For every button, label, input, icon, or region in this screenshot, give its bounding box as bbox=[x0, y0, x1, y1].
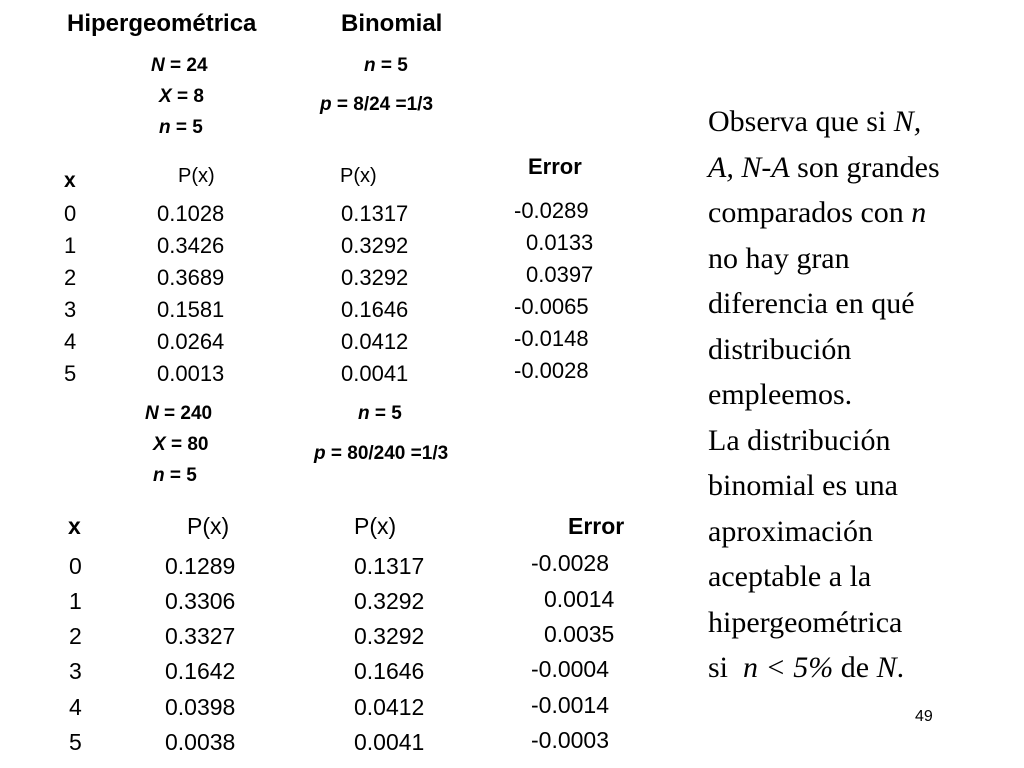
cell-error: 0.0035 bbox=[544, 621, 615, 647]
cell-x: 4 bbox=[69, 694, 82, 720]
cell-x: 3 bbox=[64, 297, 77, 322]
cell-error: -0.0065 bbox=[514, 294, 589, 319]
cell-p-binom: 0.0041 bbox=[341, 361, 409, 386]
header-hypergeometric: Hipergeométrica bbox=[67, 10, 257, 37]
header-binomial: Binomial bbox=[341, 10, 443, 37]
cell-error: -0.0014 bbox=[531, 692, 610, 718]
cell-error: -0.0028 bbox=[514, 358, 589, 383]
note-line: Observa que si N, bbox=[708, 105, 922, 138]
cell-p-hyper: 0.0038 bbox=[165, 729, 236, 755]
param-N: N = 240 bbox=[145, 403, 213, 424]
col-header-error: Error bbox=[568, 513, 625, 539]
cell-error: -0.0003 bbox=[531, 727, 610, 753]
cell-p-binom: 0.1317 bbox=[354, 553, 425, 579]
note-line: distribución bbox=[708, 332, 852, 366]
col-header-p-binom: P(x) bbox=[340, 165, 377, 187]
cell-p-hyper: 0.3327 bbox=[165, 623, 236, 649]
cell-error: -0.0148 bbox=[514, 326, 589, 351]
note-line: A, N-A son grandes bbox=[708, 150, 940, 184]
note-line: empleemos. bbox=[708, 378, 853, 411]
cell-p-hyper: 0.0264 bbox=[157, 329, 225, 354]
param-n: n = 5 bbox=[364, 55, 408, 76]
cell-p-hyper: 0.1028 bbox=[157, 201, 225, 226]
cell-error: -0.0289 bbox=[514, 198, 589, 223]
param-n: n = 5 bbox=[153, 465, 197, 486]
cell-x: 0 bbox=[64, 201, 77, 226]
cell-x: 3 bbox=[69, 658, 82, 684]
note-line: La distribución bbox=[708, 423, 891, 457]
cell-error: -0.0004 bbox=[531, 656, 610, 682]
cell-p-hyper: 0.3426 bbox=[157, 233, 225, 258]
note-line: comparados con n bbox=[708, 196, 927, 229]
cell-x: 5 bbox=[64, 361, 77, 386]
param-n: n = 5 bbox=[159, 117, 203, 138]
cell-p-hyper: 0.0398 bbox=[165, 694, 236, 720]
cell-p-hyper: 0.0013 bbox=[157, 361, 225, 386]
cell-p-binom: 0.1317 bbox=[341, 201, 409, 226]
col-header-p-hyper: P(x) bbox=[187, 513, 230, 539]
cell-p-binom: 0.3292 bbox=[341, 265, 409, 290]
cell-p-binom: 0.3292 bbox=[354, 588, 425, 614]
cell-p-hyper: 0.3689 bbox=[157, 265, 225, 290]
note-line: binomial es una bbox=[708, 469, 898, 502]
cell-p-binom: 0.0412 bbox=[354, 694, 425, 720]
cell-p-binom: 0.0041 bbox=[354, 729, 425, 755]
cell-p-binom: 0.3292 bbox=[354, 623, 425, 649]
col-header-x: x bbox=[68, 513, 81, 539]
note-line: diferencia en qué bbox=[708, 287, 915, 320]
col-header-p-binom: P(x) bbox=[354, 513, 397, 539]
param-n: n = 5 bbox=[358, 403, 402, 424]
note-line: aceptable a la bbox=[708, 560, 872, 593]
col-header-x: x bbox=[64, 169, 76, 192]
param-X: X = 8 bbox=[159, 86, 204, 107]
cell-p-binom: 0.1646 bbox=[341, 297, 409, 322]
param-X: X = 80 bbox=[153, 434, 209, 455]
note-line: hipergeométrica bbox=[708, 605, 903, 639]
cell-p-binom: 0.1646 bbox=[354, 658, 425, 684]
note-line: si n < 5% de N. bbox=[708, 651, 905, 684]
cell-error: 0.0397 bbox=[526, 262, 594, 287]
note-line: no hay gran bbox=[708, 241, 850, 275]
cell-x: 2 bbox=[69, 623, 82, 649]
cell-p-binom: 0.0412 bbox=[341, 329, 409, 354]
cell-x: 1 bbox=[69, 588, 82, 614]
cell-error: -0.0028 bbox=[531, 550, 610, 576]
page-number: 49 bbox=[915, 708, 933, 725]
col-header-p-hyper: P(x) bbox=[178, 165, 215, 187]
cell-x: 1 bbox=[64, 233, 77, 258]
cell-x: 0 bbox=[69, 553, 82, 579]
param-N: N = 24 bbox=[151, 55, 208, 76]
param-p: p = 80/240 =1/3 bbox=[314, 443, 449, 464]
note-line: aproximación bbox=[708, 514, 873, 548]
explanation-note bbox=[708, 99, 1018, 691]
cell-x: 2 bbox=[64, 265, 77, 290]
param-p: p = 8/24 =1/3 bbox=[320, 94, 434, 115]
cell-p-hyper: 0.1581 bbox=[157, 297, 225, 322]
cell-p-hyper: 0.3306 bbox=[165, 588, 236, 614]
cell-p-hyper: 0.1289 bbox=[165, 553, 236, 579]
cell-error: 0.0133 bbox=[526, 230, 594, 255]
cell-p-binom: 0.3292 bbox=[341, 233, 409, 258]
cell-x: 4 bbox=[64, 329, 77, 354]
cell-p-hyper: 0.1642 bbox=[165, 658, 236, 684]
cell-x: 5 bbox=[69, 729, 82, 755]
cell-error: 0.0014 bbox=[544, 586, 615, 612]
col-header-error: Error bbox=[528, 154, 582, 179]
